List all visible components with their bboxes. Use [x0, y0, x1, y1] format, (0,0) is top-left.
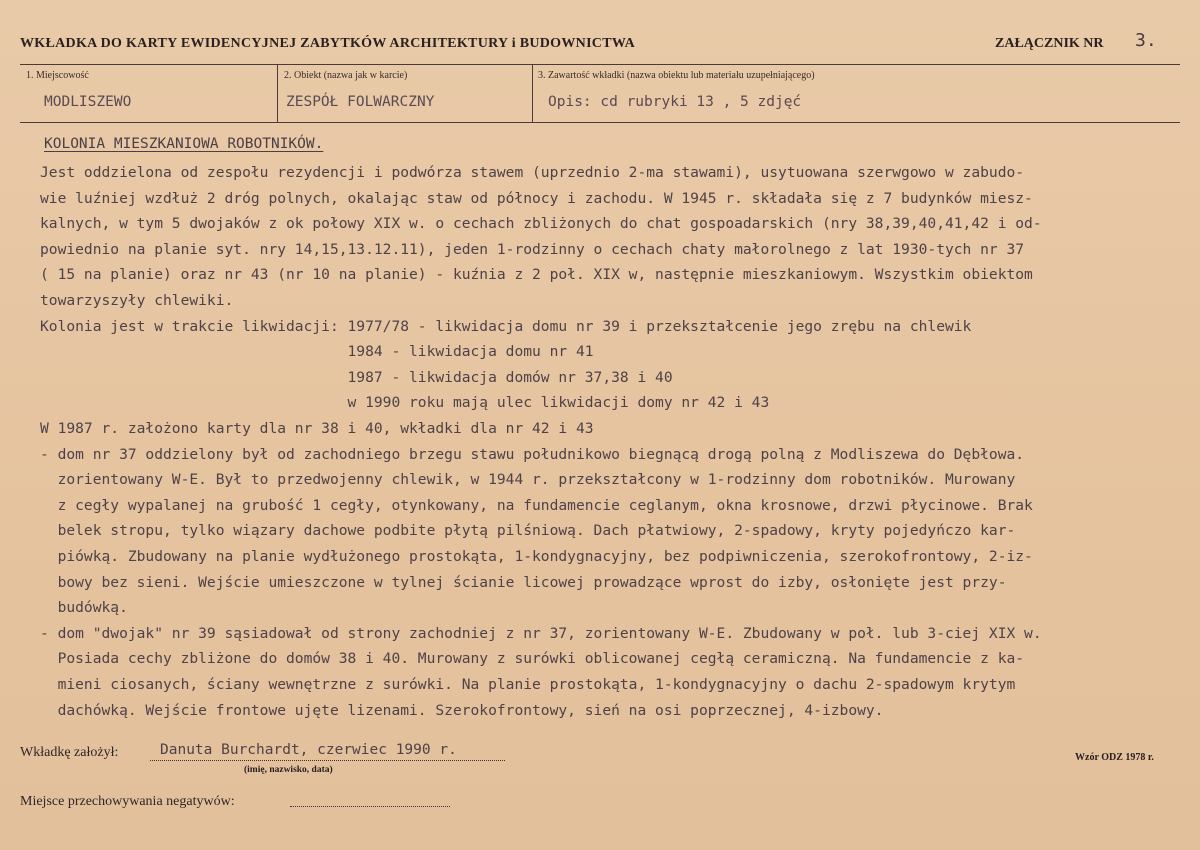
text-line: 1984 - likwidacja domu nr 41: [40, 343, 594, 361]
attachment-number: 3.: [1135, 30, 1157, 51]
author-sub-caption: (imię, nazwisko, data): [244, 765, 333, 775]
field-object-value: ZESPÓŁ FOLWARCZNY: [286, 94, 435, 110]
negatives-label: Miejsce przechowywania negatywów:: [20, 794, 235, 809]
text-line: Posiada cechy zbliżone do domów 38 i 40. Murowany z surówki oblicowanej cegłą ceramiczną. Na fundamencie z ka-: [40, 650, 1025, 668]
card-title: WKŁADKA DO KARTY EWIDENCYJNEJ ZABYTKÓW ARCHITEKTURY i BUDOWNICTWA: [20, 36, 636, 51]
text-line: 1987 - likwidacja domów nr 37,38 i 40: [40, 368, 673, 386]
field-divider-1: [277, 65, 278, 122]
text-line: w 1990 roku mają ulec likwidacji domy nr 42 i 43: [40, 394, 770, 412]
text-line: towarzyszyły chlewiki.: [40, 292, 234, 309]
negatives-dotted-line: [290, 806, 450, 807]
field-contents-value: Opis: cd rubryki 13 , 5 zdjęć: [548, 94, 802, 110]
section-heading: KOLONIA MIESZKANIOWA ROBOTNIKÓW.: [44, 136, 324, 152]
author-value: Danuta Burchardt, czerwiec 1990 r.: [160, 742, 457, 758]
text-line: budówką.: [40, 599, 128, 617]
header-rule-top: [20, 64, 1180, 65]
text-line: kalnych, w tym 5 dwojaków z ok połowy XIX w. o cechach zbliżonych do chat gospoadarskich (nry 38,39,40,41,42 i od-: [40, 215, 1042, 233]
text-line: piówką. Zbudowany na planie wydłużonego prostokąta, 1-kondygnacyjny, bez podpiwniczenia, szerokofrontowy, 2-iz-: [40, 548, 1033, 565]
text-line: - dom "dwojak" nr 39 sąsiadował od strony zachodniej z nr 37, zorientowany W-E. Zbudowany w poł. lub 3-ciej XIX w.: [40, 624, 1042, 642]
field-divider-2: [532, 65, 533, 122]
author-label: Wkładkę założył:: [20, 745, 119, 760]
text-line: - dom nr 37 oddzielony był od zachodniego brzegu stawu południkowo biegnącą drogą polną z Modliszewa do Dębłowa.: [40, 445, 1025, 463]
header-rule-bottom: [20, 122, 1180, 123]
field-object-label: 2. Obiekt (nazwa jak w karcie): [284, 70, 408, 81]
text-line: bowy bez sieni. Wejście umieszczone w tylnej ścianie licowej prowadzące wprost do izby, osłonięte jest przy-: [40, 573, 1007, 591]
text-line: powiednio na planie syt. nry 14,15,13.12.11), jeden 1-rodzinny o cechach chaty małorolnego z lat 1930-tych nr 37: [40, 240, 1025, 258]
text-line: ( 15 na planie) oraz nr 43 (nr 10 na planie) - kuźnia z 2 poł. XIX w, następnie mieszkaniowym. Wszystkim obiektom: [40, 266, 1033, 284]
text-line: Kolonia jest w trakcie likwidacji: 1977/78 - likwidacja domu nr 39 i przekształcenie jego zrębu na chlewik: [40, 317, 972, 335]
field-contents-label: 3. Zawartość wkładki (nazwa obiektu lub materiału uzupełniającego): [538, 70, 815, 81]
author-dotted-line: [150, 760, 505, 761]
field-locality-label: 1. Miejscowość: [26, 70, 89, 81]
field-locality-value: MODLISZEWO: [44, 94, 132, 110]
text-line: belek stropu, tylko wiązary dachowe podbite płytą pilśniową. Dach płatwiowy, 2-spadowy, kryty pojedyńczo kar-: [40, 522, 1016, 540]
text-line: dachówką. Wejście frontowe ujęte lizenami. Szerokofrontowy, sień na osi poprzecznej, 4-izbowy.: [40, 701, 884, 719]
text-line: z cegły wypalanej na grubość 1 cegły, otynkowany, na fundamencie ceglanym, okna krosnowe, drzwi płycinowe. Brak: [40, 496, 1033, 514]
text-line: W 1987 r. założono karty dla nr 38 i 40, wkładki dla nr 42 i 43: [40, 420, 594, 437]
text-line: zorientowany W-E. Był to przedwojenny chlewik, w 1944 r. przekształcony w 1-rodzinny dom robotników. Murowany: [40, 471, 1016, 489]
text-line: Jest oddzielona od zespołu rezydencji i podwórza stawem (uprzednio 2-ma stawami), usytuowana szerwgowo w zabudo-: [40, 164, 1025, 181]
text-line: wie luźniej wzdłuż 2 dróg polnych, okalając staw od północy i zachodu. W 1945 r. składała się z 7 budynków miesz-: [40, 189, 1033, 207]
attachment-label: ZAŁĄCZNIK NR: [995, 36, 1104, 51]
text-line: mieni ciosanych, ściany wewnętrzne z surówki. Na planie prostokąta, 1-kondygnacyjny o dachu 2-spadowym krytym: [40, 676, 1016, 693]
form-code: Wzór ODZ 1978 r.: [1075, 752, 1154, 763]
